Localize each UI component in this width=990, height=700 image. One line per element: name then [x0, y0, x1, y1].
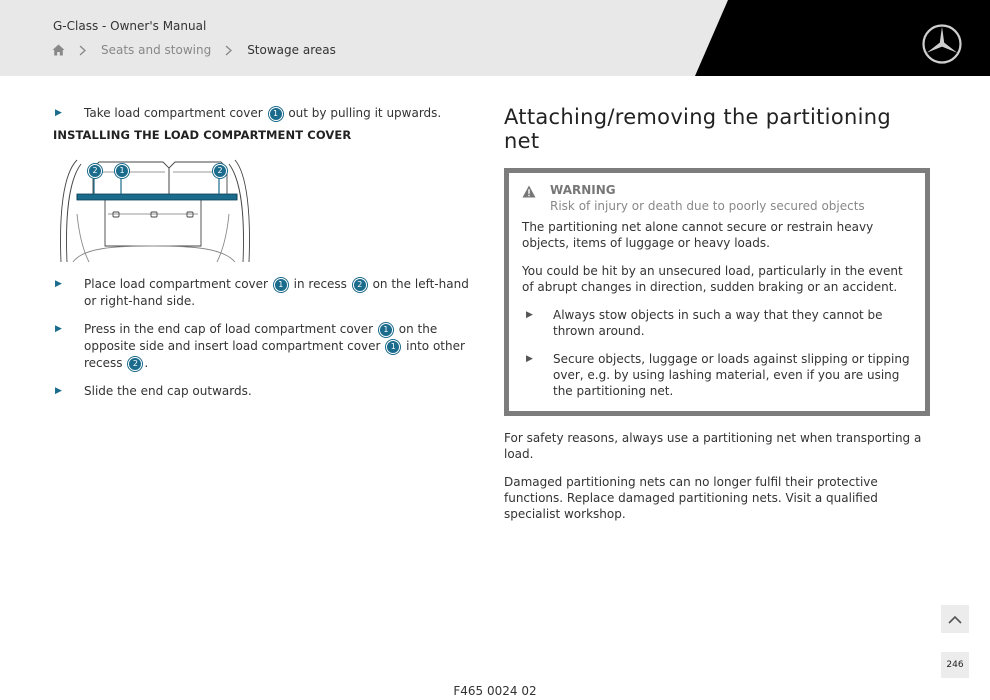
step-text: .	[144, 356, 149, 370]
page-number-button[interactable]: 246	[941, 652, 969, 678]
marker-1-badge: 1	[379, 323, 393, 337]
warning-subtitle: Risk of injury or death due to poorly secured objects	[550, 199, 865, 213]
home-icon[interactable]	[51, 43, 65, 57]
warning-step	[522, 307, 912, 339]
step-text: Press in the end cap of load compartment cover	[84, 322, 374, 336]
warning-label: WARNING	[550, 183, 616, 197]
marker-1-badge: 1	[386, 340, 400, 354]
figure-marker-2-right: 2	[213, 164, 227, 178]
brand-star-logo	[920, 22, 964, 66]
step-arrow-icon: ▶	[55, 279, 62, 289]
header-bar	[0, 0, 990, 76]
step-arrow-icon: ▶	[526, 354, 533, 364]
step-text: into other recess	[84, 339, 465, 370]
step-take-cover	[53, 105, 473, 122]
body-paragraph: For safety reasons, always use a partitioning net when transporting a load.	[504, 431, 922, 461]
step-slide-end-cap	[53, 383, 473, 400]
step-text: Take load compartment cover	[84, 106, 263, 120]
step-press-end-cap	[53, 321, 473, 372]
warning-header	[522, 183, 912, 213]
step-arrow-icon: ▶	[55, 324, 62, 334]
breadcrumb	[51, 41, 336, 59]
step-text: Slide the end cap outwards.	[84, 384, 252, 398]
right-column	[504, 105, 924, 522]
step-arrow-icon: ▶	[55, 386, 62, 396]
scroll-to-top-button[interactable]	[941, 605, 969, 633]
body-paragraph: Damaged partitioning nets can no longer fulfil their protective functions. Replace damaged partitioning nets. Visit a qualified specialist workshop.	[504, 475, 878, 521]
manual-title: G-Class - Owner's Manual	[53, 19, 207, 33]
step-text: Always stow objects in such a way that they cannot be thrown around.	[553, 308, 883, 338]
marker-2-badge: 2	[128, 357, 142, 371]
chevron-right-icon	[225, 43, 235, 57]
breadcrumb-current: Stowage areas	[247, 43, 336, 57]
chevron-right-icon	[79, 43, 89, 57]
warning-paragraph: You could be hit by an unsecured load, particularly in the event of abrupt changes in direction, sudden braking or an accident.	[522, 264, 903, 294]
marker-2-badge: 2	[353, 278, 367, 292]
section-title: Attaching/removing the partitioning net	[504, 105, 891, 153]
figure-code: F465 0024 02	[453, 684, 537, 698]
step-arrow-icon: ▶	[526, 310, 533, 320]
step-arrow-icon: ▶	[55, 108, 62, 118]
step-text: Place load compartment cover	[84, 277, 268, 291]
section-subheading: INSTALLING THE LOAD COMPARTMENT COVER	[53, 128, 352, 142]
warning-box	[504, 168, 930, 416]
step-text: on the left-hand or right-hand side.	[84, 277, 469, 308]
step-text: on the opposite side and insert load compartment cover	[84, 322, 438, 353]
step-place-cover	[53, 276, 473, 310]
step-text: in recess	[293, 277, 347, 291]
warning-triangle-icon	[522, 185, 536, 198]
warning-paragraph: The partitioning net alone cannot secure or restrain heavy objects, items of luggage or heavy loads.	[522, 220, 874, 250]
step-text: out by pulling it upwards.	[288, 106, 442, 120]
marker-1-badge: 1	[274, 278, 288, 292]
figure-marker-1: 1	[115, 164, 129, 178]
marker-1-badge: 1	[269, 107, 283, 121]
figure-marker-2-left: 2	[88, 164, 102, 178]
step-text: Secure objects, luggage or loads against slipping or tipping over, e.g. by using lashing material, even if you are using the partitioning net.	[553, 352, 910, 398]
left-column	[53, 105, 473, 400]
chevron-up-icon	[948, 615, 962, 624]
breadcrumb-link-seats[interactable]: Seats and stowing	[101, 43, 212, 57]
warning-step	[522, 351, 912, 399]
load-cover-illustration	[53, 154, 253, 264]
